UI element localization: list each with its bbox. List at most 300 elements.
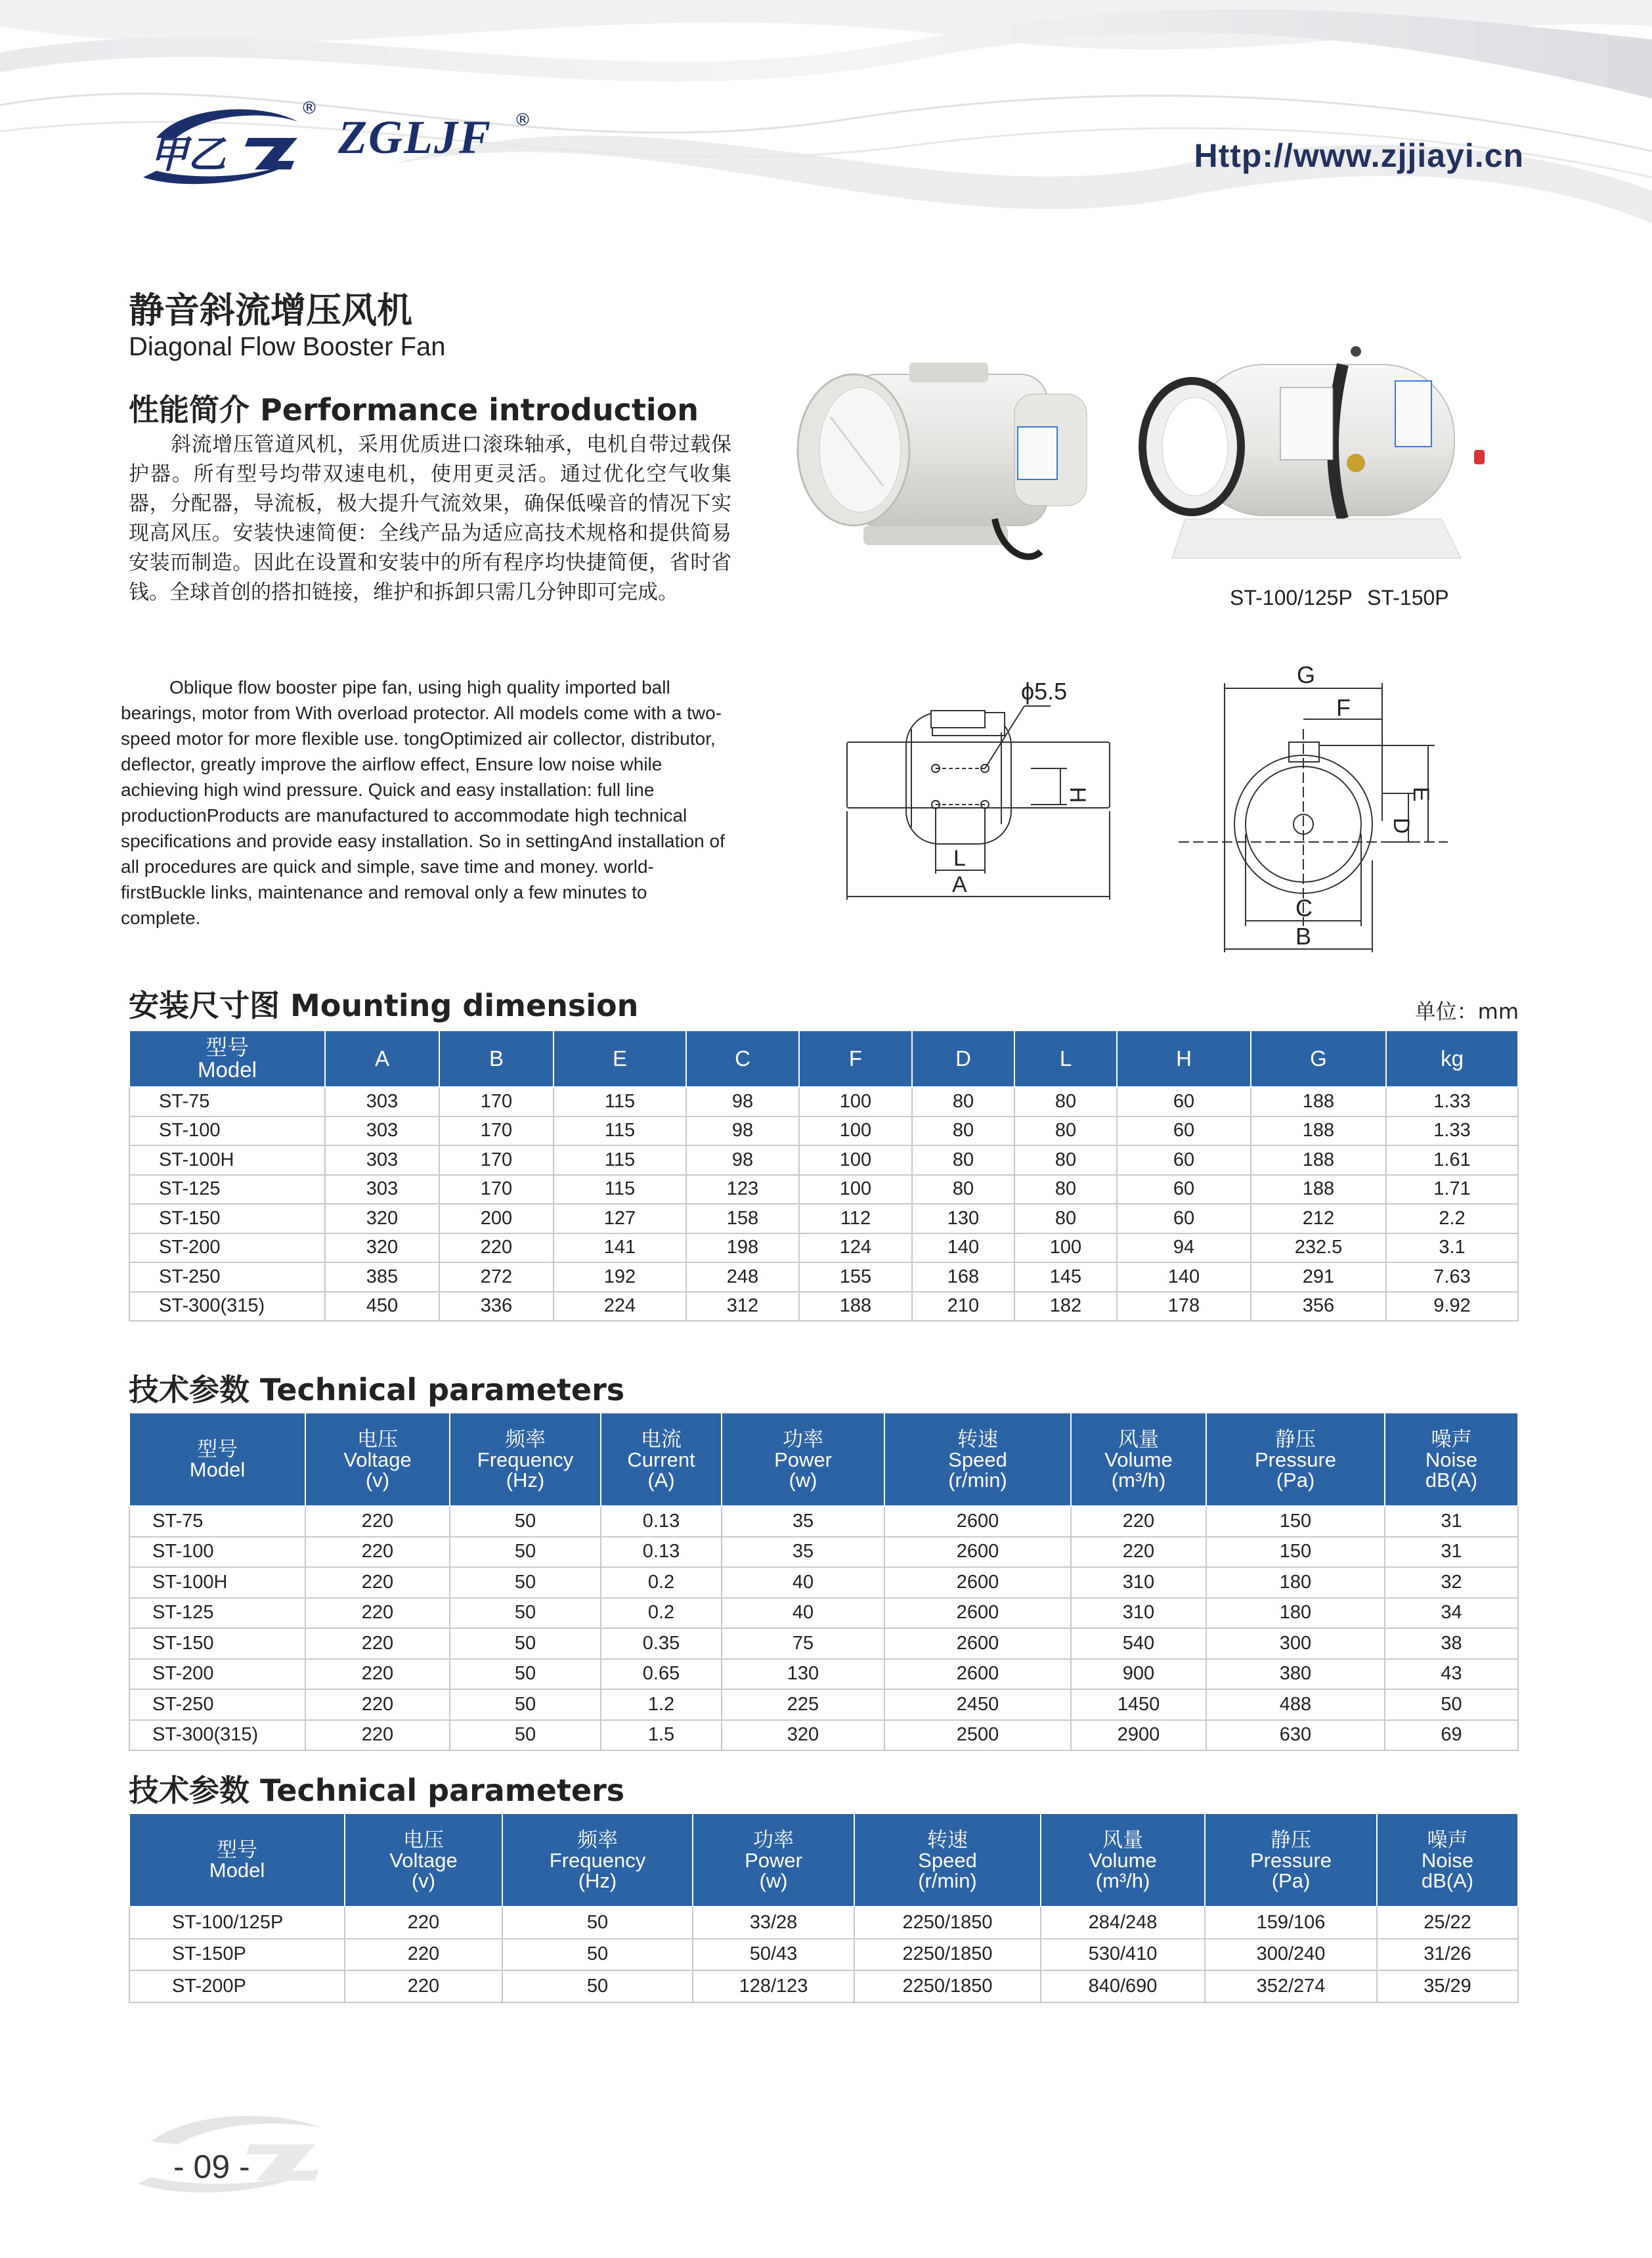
table-row — [129, 1204, 1518, 1233]
value-cell: 630 — [1206, 1720, 1385, 1751]
value-cell: 220 — [1071, 1506, 1206, 1537]
value-cell: 32 — [1385, 1567, 1518, 1598]
column-header-line: 静压 — [1271, 1828, 1311, 1851]
value-cell: 80 — [1014, 1145, 1117, 1175]
technical-heading-1: 技术参数 Technical parameters — [129, 1372, 625, 1407]
value-cell: 200 — [439, 1204, 554, 1233]
value-cell: 2600 — [884, 1628, 1071, 1659]
value-cell: 168 — [912, 1262, 1014, 1292]
model-cell: ST-100H — [129, 1567, 305, 1598]
value-cell: 50/43 — [693, 1939, 854, 1971]
value-cell: 7.63 — [1386, 1262, 1518, 1292]
model-cell: ST-125 — [129, 1175, 325, 1205]
value-cell: 300/240 — [1205, 1939, 1377, 1971]
column-header-line: (r/min) — [948, 1468, 1007, 1492]
column-header — [693, 1813, 854, 1907]
technical-parameters-table-2 — [129, 1813, 1519, 2003]
model-cell: ST-200P — [129, 1970, 345, 2003]
model-cell: ST-100 — [129, 1537, 305, 1568]
column-header-line: Model — [198, 1057, 257, 1082]
column-header-line: Pressure — [1250, 1848, 1332, 1872]
value-cell: 60 — [1117, 1117, 1251, 1146]
value-cell: 35 — [722, 1537, 884, 1568]
value-cell: 80 — [1014, 1117, 1117, 1146]
value-cell: 100 — [799, 1145, 912, 1175]
mounting-dimension-table — [129, 1030, 1519, 1321]
value-cell: 130 — [722, 1659, 884, 1690]
value-cell: 33/28 — [693, 1907, 854, 1939]
value-cell: 182 — [1014, 1292, 1117, 1321]
value-cell: 60 — [1117, 1175, 1251, 1205]
value-cell: 50 — [450, 1720, 601, 1751]
value-cell: 80 — [1014, 1204, 1117, 1233]
brand-name: ZGLJF — [338, 111, 492, 164]
column-header-line: Volume — [1104, 1448, 1173, 1471]
column-header-line: (Hz) — [578, 1869, 617, 1892]
value-cell: 272 — [439, 1262, 554, 1292]
dim-label-e: E — [1408, 787, 1433, 802]
column-header-line: Pressure — [1254, 1448, 1337, 1471]
column-header — [1385, 1413, 1518, 1506]
column-header-line: Current — [627, 1448, 695, 1471]
column-header-line: Noise — [1421, 1848, 1474, 1872]
value-cell: 2450 — [884, 1689, 1071, 1720]
value-cell: 50 — [450, 1537, 601, 1568]
value-cell: 450 — [325, 1292, 439, 1321]
value-cell: 2.2 — [1386, 1204, 1518, 1233]
column-header-line: 功率 — [753, 1828, 794, 1851]
value-cell: 98 — [686, 1087, 799, 1117]
dim-label-h: H — [1065, 787, 1090, 803]
value-cell: 210 — [912, 1292, 1014, 1321]
value-cell: 80 — [912, 1087, 1014, 1117]
value-cell: 303 — [325, 1145, 439, 1175]
value-cell: 1.61 — [1386, 1145, 1518, 1175]
column-header-line: Power — [745, 1848, 802, 1872]
model-cell: ST-100 — [129, 1117, 325, 1146]
value-cell: 100 — [799, 1117, 912, 1146]
value-cell: 31/26 — [1377, 1939, 1518, 1971]
value-cell: 170 — [439, 1145, 554, 1175]
technical-heading-2: 技术参数 Technical parameters — [129, 1773, 625, 1808]
value-cell: 50 — [450, 1689, 601, 1720]
value-cell: 141 — [554, 1233, 686, 1263]
column-header-line: Power — [774, 1448, 832, 1471]
value-cell: 98 — [686, 1145, 799, 1175]
column-header — [502, 1813, 693, 1907]
table-header-row — [129, 1413, 1518, 1506]
header-g: G — [1251, 1030, 1386, 1087]
value-cell: 60 — [1117, 1145, 1251, 1175]
model-cell: ST-75 — [129, 1087, 325, 1117]
column-header-line: Model — [209, 1859, 265, 1882]
column-header-line: Volume — [1089, 1848, 1157, 1872]
column-header-line: Voltage — [343, 1448, 412, 1471]
value-cell: 159/106 — [1205, 1907, 1377, 1939]
value-cell: 220 — [345, 1907, 502, 1939]
value-cell: 2600 — [884, 1506, 1071, 1537]
column-header-line: 频率 — [505, 1427, 546, 1451]
model-cell: ST-250 — [129, 1689, 305, 1720]
dim-label-g: G — [1297, 663, 1316, 688]
column-header-line: Voltage — [389, 1848, 458, 1872]
value-cell: 2900 — [1071, 1720, 1206, 1751]
performance-text-en: Oblique flow booster pipe fan, using high quality imported ball bearings, motor from With overload protector. All models come with a two-speed motor for more flexible use. tongOptimized air collector, distributor, deflector, greatly improve the airflow effect, Ensure low noise while achieving high wind pressure. Quick and easy installation: full line productionProducts are manufactured to accommodate high technical specifications and provide easy installation. So in settingAnd installation of all procedures are quick and simple, save time and money. world-firstBuckle links, maintenance and removal only a few minutes to complete. — [121, 677, 725, 928]
value-cell: 1.33 — [1386, 1117, 1518, 1146]
performance-text-cn: 斜流增压管道风机，采用优质进口滚珠轴承，电机自带过载保护器。所有型号均带双速电机，使用更灵活。通过优化空气收集器，分配器，导流板，极大提升气流效果，确保低噪音的情况下实现高风压。安装快速简便：全线产品为适应高技术规格和提供简易安装而制造。因此在设置和安装中的所有程序均快捷简便，省时省钱。全球首创的搭扣链接，维护和拆卸只需几分钟即可完成。 — [129, 433, 731, 604]
value-cell: 124 — [799, 1233, 912, 1263]
value-cell: 212 — [1251, 1204, 1386, 1233]
value-cell: 155 — [799, 1262, 912, 1292]
model-cell: ST-150 — [129, 1628, 305, 1659]
column-header-line: 电流 — [641, 1427, 682, 1451]
value-cell: 40 — [722, 1598, 884, 1629]
value-cell: 224 — [554, 1292, 686, 1321]
value-cell: 220 — [305, 1567, 450, 1598]
value-cell: 1.71 — [1386, 1175, 1518, 1205]
column-header-line: (w) — [789, 1468, 817, 1492]
dim-label-d: D — [1389, 818, 1414, 834]
value-cell: 220 — [439, 1233, 554, 1263]
value-cell: 303 — [325, 1175, 439, 1205]
value-cell: 170 — [439, 1175, 554, 1205]
value-cell: 145 — [1014, 1262, 1117, 1292]
registered-mark: ® — [301, 99, 318, 118]
value-cell: 180 — [1206, 1598, 1385, 1629]
value-cell: 115 — [554, 1087, 686, 1117]
value-cell: 112 — [799, 1204, 912, 1233]
value-cell: 50 — [450, 1659, 601, 1690]
column-header — [1377, 1813, 1518, 1907]
header-c: C — [686, 1030, 799, 1087]
column-header-line: (m³/h) — [1095, 1869, 1150, 1892]
column-header-line: (v) — [365, 1468, 390, 1492]
dim-label-l: L — [953, 846, 966, 871]
dim-label-b: B — [1295, 923, 1312, 950]
table-row — [129, 1628, 1518, 1659]
dim-label-a: A — [952, 872, 967, 897]
value-cell: 385 — [325, 1262, 439, 1292]
model-cell: ST-150 — [129, 1204, 325, 1233]
column-header-line: (Pa) — [1271, 1869, 1311, 1892]
value-cell: 31 — [1385, 1506, 1518, 1537]
value-cell: 1450 — [1071, 1689, 1206, 1720]
website-url[interactable]: Http://www.zjjiayi.cn — [1194, 137, 1524, 174]
dim-label-c: C — [1295, 895, 1313, 921]
value-cell: 9.92 — [1386, 1292, 1518, 1321]
table-row — [129, 1292, 1518, 1321]
value-cell: 80 — [912, 1117, 1014, 1146]
model-cell: ST-300(315) — [129, 1720, 305, 1751]
model-cell: ST-125 — [129, 1598, 305, 1629]
value-cell: 115 — [554, 1145, 686, 1175]
table-row — [129, 1939, 1518, 1971]
header-e: E — [554, 1030, 686, 1087]
column-header — [1205, 1813, 1377, 1907]
column-header-line: Frequency — [477, 1448, 574, 1471]
column-header — [450, 1413, 601, 1506]
value-cell: 188 — [1251, 1087, 1386, 1117]
value-cell: 188 — [1251, 1175, 1386, 1205]
value-cell: 220 — [1071, 1537, 1206, 1568]
value-cell: 40 — [722, 1567, 884, 1598]
value-cell: 1.33 — [1386, 1087, 1518, 1117]
column-header-line: 转速 — [957, 1427, 998, 1451]
column-header-line: 噪声 — [1427, 1828, 1468, 1851]
value-cell: 1.2 — [601, 1689, 722, 1720]
column-header — [129, 1813, 345, 1907]
header-model — [129, 1030, 325, 1087]
column-header-line: 静压 — [1275, 1427, 1316, 1451]
value-cell: 34 — [1385, 1598, 1518, 1629]
value-cell: 188 — [799, 1292, 912, 1321]
column-header-line: 频率 — [577, 1828, 618, 1851]
unit-label: 单位：mm — [1414, 999, 1519, 1024]
value-cell: 25/22 — [1377, 1907, 1518, 1939]
value-cell: 900 — [1071, 1659, 1206, 1690]
mounting-heading: 安装尺寸图 Mounting dimension — [129, 988, 639, 1023]
value-cell: 130 — [912, 1204, 1014, 1233]
value-cell: 0.2 — [601, 1567, 722, 1598]
value-cell: 43 — [1385, 1659, 1518, 1690]
performance-heading: 性能简介 Performance introduction — [129, 392, 699, 428]
value-cell: 0.13 — [601, 1537, 722, 1568]
value-cell: 0.13 — [601, 1506, 722, 1537]
header-l: L — [1014, 1030, 1117, 1087]
value-cell: 50 — [450, 1598, 601, 1629]
dim-label-f: F — [1336, 694, 1351, 721]
column-header — [1041, 1813, 1205, 1907]
value-cell: 50 — [450, 1628, 601, 1659]
column-header-line: Noise — [1425, 1448, 1478, 1471]
value-cell: 2600 — [884, 1598, 1071, 1629]
value-cell: 60 — [1117, 1204, 1251, 1233]
table-row — [129, 1175, 1518, 1205]
column-header-line: 风量 — [1118, 1427, 1159, 1451]
value-cell: 220 — [305, 1659, 450, 1690]
value-cell: 158 — [686, 1204, 799, 1233]
column-header-line: dB(A) — [1425, 1468, 1478, 1492]
product-title-en: Diagonal Flow Booster Fan — [129, 332, 446, 361]
column-header-line: (Pa) — [1276, 1468, 1315, 1492]
brand-logo — [130, 99, 309, 190]
value-cell: 840/690 — [1041, 1970, 1205, 2003]
side-view-dimension-drawing — [834, 670, 1129, 906]
value-cell: 150 — [1206, 1537, 1385, 1568]
header-f: F — [799, 1030, 912, 1087]
value-cell: 192 — [554, 1262, 686, 1292]
value-cell: 50 — [502, 1970, 693, 2003]
product-title-cn: 静音斜流增压风机 — [129, 290, 412, 331]
value-cell: 127 — [554, 1204, 686, 1233]
value-cell: 220 — [305, 1598, 450, 1629]
logo-chinese-text: 甲乙 — [150, 132, 227, 177]
value-cell: 2600 — [884, 1567, 1071, 1598]
value-cell: 2250/1850 — [854, 1939, 1041, 1971]
product-photo-st-100-125p — [791, 355, 1100, 578]
value-cell: 220 — [305, 1537, 450, 1568]
table-row — [129, 1598, 1518, 1629]
model-cell: ST-200 — [129, 1659, 305, 1690]
column-header — [722, 1413, 884, 1506]
technical-parameters-table-1 — [129, 1412, 1519, 1751]
model-cell: ST-150P — [129, 1939, 345, 1971]
value-cell: 170 — [439, 1117, 554, 1146]
table-row — [129, 1262, 1518, 1292]
column-header-line: (Hz) — [506, 1468, 545, 1492]
value-cell: 232.5 — [1251, 1233, 1386, 1263]
header-a: A — [325, 1030, 439, 1087]
table-row — [129, 1087, 1518, 1117]
value-cell: 248 — [686, 1262, 799, 1292]
header-b: B — [439, 1030, 554, 1087]
value-cell: 488 — [1206, 1689, 1385, 1720]
value-cell: 50 — [450, 1506, 601, 1537]
hole-diameter-label: ϕ5.5 — [1021, 678, 1068, 705]
column-header-line: Frequency — [549, 1848, 646, 1872]
value-cell: 300 — [1206, 1628, 1385, 1659]
column-header-line: Speed — [918, 1848, 977, 1872]
column-header-line: (m³/h) — [1111, 1468, 1166, 1492]
front-view-dimension-drawing — [1179, 663, 1454, 959]
value-cell: 80 — [912, 1175, 1014, 1205]
page-number: - 09 - — [173, 2148, 250, 2185]
value-cell: 303 — [325, 1087, 439, 1117]
column-header-line: (v) — [411, 1869, 436, 1892]
value-cell: 180 — [1206, 1567, 1385, 1598]
value-cell: 530/410 — [1041, 1939, 1205, 1971]
value-cell: 69 — [1385, 1720, 1518, 1751]
column-header-line: 型号 — [197, 1438, 238, 1461]
column-header-line: 型号 — [217, 1838, 257, 1861]
value-cell: 220 — [305, 1628, 450, 1659]
value-cell: 75 — [722, 1628, 884, 1659]
header-kg: kg — [1386, 1030, 1518, 1087]
column-header-line: 电压 — [403, 1828, 444, 1851]
value-cell: 220 — [305, 1720, 450, 1751]
value-cell: 60 — [1117, 1087, 1251, 1117]
value-cell: 198 — [686, 1233, 799, 1263]
value-cell: 80 — [1014, 1175, 1117, 1205]
column-header — [129, 1413, 305, 1506]
value-cell: 540 — [1071, 1628, 1206, 1659]
value-cell: 310 — [1071, 1567, 1206, 1598]
value-cell: 220 — [345, 1939, 502, 1971]
model-cell: ST-75 — [129, 1506, 305, 1537]
table-row — [129, 1567, 1518, 1598]
value-cell: 100 — [799, 1175, 912, 1205]
value-cell: 100 — [1014, 1233, 1117, 1263]
header-d: D — [912, 1030, 1014, 1087]
table-row — [129, 1659, 1518, 1690]
value-cell: 2600 — [884, 1659, 1071, 1690]
table-row — [129, 1907, 1518, 1939]
value-cell: 225 — [722, 1689, 884, 1720]
column-header-line: 功率 — [783, 1427, 823, 1451]
column-header-line: 转速 — [927, 1828, 968, 1851]
value-cell: 80 — [1014, 1087, 1117, 1117]
column-header — [305, 1413, 450, 1506]
column-header-line: dB(A) — [1421, 1869, 1474, 1892]
value-cell: 310 — [1071, 1598, 1206, 1629]
column-header-line: 电压 — [357, 1427, 398, 1451]
value-cell: 2250/1850 — [854, 1907, 1041, 1939]
table-row — [129, 1689, 1518, 1720]
value-cell: 115 — [554, 1117, 686, 1146]
value-cell: 380 — [1206, 1659, 1385, 1690]
value-cell: 2500 — [884, 1720, 1071, 1751]
value-cell: 220 — [345, 1970, 502, 2003]
value-cell: 0.35 — [601, 1628, 722, 1659]
table-header-row — [129, 1030, 1518, 1087]
table-row — [129, 1233, 1518, 1263]
value-cell: 31 — [1385, 1537, 1518, 1568]
value-cell: 128/123 — [693, 1970, 854, 2003]
value-cell: 35 — [722, 1506, 884, 1537]
value-cell: 50 — [502, 1907, 693, 1939]
value-cell: 2250/1850 — [854, 1970, 1041, 2003]
column-header-line: 型号 — [206, 1035, 249, 1059]
header-h: H — [1117, 1030, 1251, 1087]
value-cell: 188 — [1251, 1145, 1386, 1175]
column-header-line: (r/min) — [918, 1869, 977, 1892]
value-cell: 312 — [686, 1292, 799, 1321]
value-cell: 0.65 — [601, 1659, 722, 1690]
value-cell: 188 — [1251, 1117, 1386, 1146]
value-cell: 284/248 — [1041, 1907, 1205, 1939]
column-header-line: 噪声 — [1431, 1427, 1472, 1451]
model-cell: ST-200 — [129, 1233, 325, 1263]
value-cell: 1.5 — [601, 1720, 722, 1751]
value-cell: 0.2 — [601, 1598, 722, 1629]
value-cell: 220 — [305, 1689, 450, 1720]
column-header — [1206, 1413, 1385, 1506]
value-cell: 38 — [1385, 1628, 1518, 1659]
value-cell: 150 — [1206, 1506, 1385, 1537]
value-cell: 3.1 — [1386, 1233, 1518, 1263]
value-cell: 50 — [502, 1939, 693, 1971]
value-cell: 80 — [912, 1145, 1014, 1175]
value-cell: 115 — [554, 1175, 686, 1205]
value-cell: 35/29 — [1377, 1970, 1518, 2003]
column-header — [1071, 1413, 1206, 1506]
table-row — [129, 1117, 1518, 1146]
value-cell: 291 — [1251, 1262, 1386, 1292]
value-cell: 178 — [1117, 1292, 1251, 1321]
model-cell: ST-100/125P — [129, 1907, 345, 1939]
column-header-line: Speed — [948, 1448, 1007, 1471]
value-cell: 140 — [912, 1233, 1014, 1263]
value-cell: 50 — [1385, 1689, 1518, 1720]
value-cell: 140 — [1117, 1262, 1251, 1292]
table-row — [129, 1537, 1518, 1568]
value-cell: 100 — [799, 1087, 912, 1117]
column-header — [884, 1413, 1071, 1506]
value-cell: 336 — [439, 1292, 554, 1321]
table-header-row — [129, 1813, 1518, 1907]
column-header — [854, 1813, 1041, 1907]
model-cell: ST-100H — [129, 1145, 325, 1175]
column-header-line: 风量 — [1102, 1828, 1143, 1851]
product-photo-st-150p — [1133, 342, 1500, 571]
table-row — [129, 1145, 1518, 1175]
column-header-line: (w) — [759, 1869, 788, 1892]
table-row — [129, 1720, 1518, 1751]
value-cell: 98 — [686, 1117, 799, 1146]
column-header — [601, 1413, 722, 1506]
value-cell: 320 — [325, 1233, 439, 1263]
value-cell: 320 — [325, 1204, 439, 1233]
